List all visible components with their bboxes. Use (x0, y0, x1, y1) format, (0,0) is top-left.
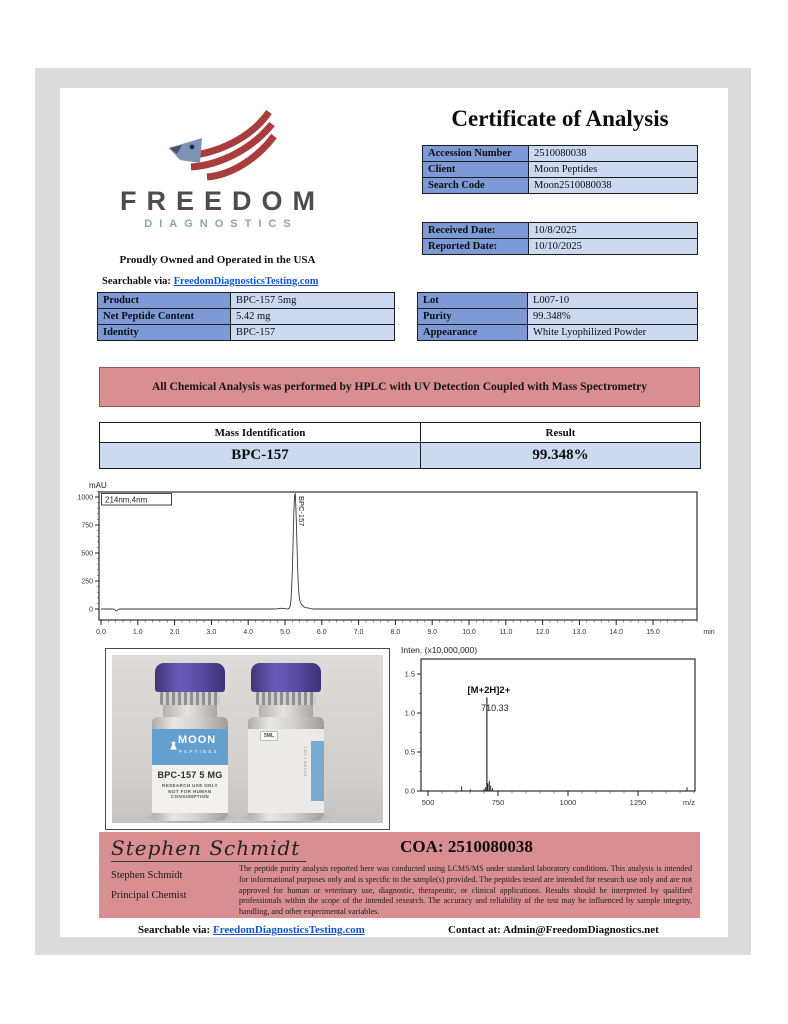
hplc-chromatogram (77, 480, 715, 640)
peak-label: BPC-157 (296, 496, 306, 527)
vial-crimp (160, 692, 220, 705)
vial-body (152, 717, 228, 821)
accession-table (422, 145, 698, 194)
field-label: Net Peptide Content (98, 309, 231, 325)
vial-product-name: BPC-157 5 MG (157, 770, 223, 780)
dates-table (422, 222, 698, 255)
vial-front (146, 663, 234, 821)
x-tick-label: 4.0 (243, 629, 254, 636)
field-value: Moon2510080038 (529, 178, 698, 194)
column-header: Result (421, 423, 701, 443)
vial-cap (155, 663, 225, 692)
lot-table (417, 292, 698, 341)
photo-scene (112, 655, 383, 823)
field-label: Search Code (423, 178, 529, 194)
vial-warning-line2: NOT FOR HUMAN CONSUMPTION (168, 789, 212, 799)
x-tick-label: 500 (421, 798, 435, 807)
field-value: Moon Peptides (529, 162, 698, 178)
field-value: L007-10 (528, 293, 698, 309)
brand-subtitle: DIAGNOSTICS (144, 218, 298, 230)
mass-id-value: BPC-157 (100, 443, 421, 469)
y-tick-label: 750 (81, 522, 93, 530)
field-label: Product (98, 293, 231, 309)
x-tick-label: 1250 (629, 798, 647, 807)
mz-annotation: 710.33 (481, 703, 509, 713)
x-tick-label: 7.0 (353, 629, 364, 636)
vial-label-lower (152, 765, 228, 813)
vial-cap (251, 663, 321, 692)
signer-name: Stephen Schmidt (111, 870, 183, 881)
field-value: 10/10/2025 (529, 239, 698, 255)
field-label: Accession Number (423, 146, 529, 162)
ion-annotation: [M+2H]2+ (467, 685, 511, 696)
moon-crescent-icon (154, 732, 180, 762)
document-title: Certificate of Analysis (451, 106, 669, 131)
field-label: Identity (98, 325, 231, 341)
field-value: BPC-157 (231, 325, 395, 341)
signature-block (99, 832, 700, 918)
field-value: 2510080038 (529, 146, 698, 162)
y-axis-title: Inten. (x10,000,000) (401, 645, 478, 655)
field-label: Client (423, 162, 529, 178)
method-banner: All Chemical Analysis was performed by HPLC with UV Detection Coupled with Mass Spectrometry (99, 367, 700, 407)
footer-searchable-label: Searchable via: (138, 924, 211, 936)
footer-searchable (138, 924, 365, 936)
vial-crimp (256, 692, 316, 705)
footer-searchable-link[interactable]: FreedomDiagnosticsTesting.com (212, 924, 365, 936)
x-tick-label: 2.0 (169, 629, 180, 636)
field-value: 99.348% (528, 309, 698, 325)
y-tick-label: 0.5 (404, 747, 415, 757)
x-tick-label: 15.0 (646, 629, 660, 636)
certificate-page (60, 88, 728, 937)
hplc-chromatogram-svg (77, 480, 715, 640)
signature-script: Stephen Schmidt (111, 836, 306, 862)
x-tick-label: 1000 (559, 798, 577, 807)
signer-role: Principal Chemist (111, 890, 187, 901)
x-axis-unit: min (703, 629, 715, 636)
y-tick-label: 500 (81, 550, 93, 558)
x-tick-label: 0.0 (96, 629, 106, 636)
y-axis-title: mAU (89, 481, 107, 490)
plot-frame (99, 492, 697, 620)
product-table (97, 292, 395, 341)
vial-back (242, 663, 330, 821)
vial-neck (259, 705, 313, 717)
mass-spectrum-svg (395, 643, 710, 820)
mass-result-value: 99.348% (421, 443, 701, 469)
detector-label: 214nm,4nm (105, 495, 148, 505)
brand-tagline: Proudly Owned and Operated in the USA (119, 254, 316, 266)
moon-crescent-partial-icon (311, 747, 324, 777)
field-value: 10/8/2025 (529, 223, 698, 239)
product-vials-photo (105, 648, 390, 830)
vial-brand-sub: PEPTIDES (179, 749, 219, 754)
brand-name: FREEDOM (120, 186, 325, 216)
vial-brand-name: MOON (178, 734, 217, 746)
eagle-flag-icon (155, 106, 285, 186)
vial-label-band (152, 729, 228, 765)
mass-spectrum (395, 643, 710, 820)
mass-identification-table (99, 422, 701, 469)
vial-label-wrap-edge (311, 741, 324, 801)
y-tick-label: 0.0 (404, 786, 415, 796)
field-value: White Lyophilized Powder (528, 325, 698, 341)
vial-volume-text: 5ML (260, 731, 278, 741)
vial-neck (163, 705, 217, 717)
x-tick-label: 750 (491, 798, 505, 807)
vial-warning-line1: RESEARCH USE ONLY (162, 783, 218, 788)
y-tick-label: 250 (81, 578, 93, 586)
field-label: Reported Date: (423, 239, 529, 255)
field-label: Received Date: (423, 223, 529, 239)
vial-back-smalltext: LOT / BATCH (303, 747, 308, 777)
coa-number: COA: 2510080038 (400, 837, 533, 856)
searchable-line (102, 276, 319, 287)
y-tick-label: 1.0 (404, 708, 415, 718)
x-axis-unit: m/z (682, 798, 695, 807)
x-tick-label: 1.0 (132, 629, 143, 636)
field-value: 5.42 mg (231, 309, 395, 325)
x-tick-label: 9.0 (427, 629, 438, 636)
y-tick-label: 1.5 (404, 669, 415, 679)
searchable-link[interactable]: FreedomDiagnosticsTesting.com (173, 276, 319, 287)
field-label: Lot (418, 293, 528, 309)
plot-frame (421, 659, 695, 791)
x-tick-label: 14.0 (609, 629, 624, 636)
field-label: Purity (418, 309, 528, 325)
searchable-label: Searchable via: (102, 276, 171, 287)
x-tick-label: 6.0 (316, 629, 327, 636)
x-tick-label: 10.0 (462, 629, 476, 636)
field-label: Appearance (418, 325, 528, 341)
x-tick-label: 3.0 (206, 629, 217, 636)
vial-body (248, 717, 324, 821)
freedom-eagle-logo (155, 106, 285, 186)
x-tick-label: 8.0 (390, 629, 401, 636)
x-tick-label: 13.0 (572, 629, 587, 636)
y-tick-label: 1000 (77, 494, 93, 502)
footer-contact: Contact at: Admin@FreedomDiagnostics.net (448, 924, 659, 936)
column-header: Mass Identification (100, 423, 421, 443)
x-tick-label: 12.0 (535, 629, 550, 636)
disclaimer-text: The peptide purity analysis reported here was conducted using LCMS/MS under standard laboratory conditions. This analysis is intended for informational purposes only and is specific to the sample(s) provided. The peptides tested are intended for research use only and are not approved for human or veterinary use, diagnostic, therapeutic, or clinical applications. Results should be interpreted by qualified professionals within the scope of the intended research. The accuracy and reliability of the test may be influenced by sample integrity, handling, and other experimental variables. (239, 864, 692, 916)
field-value: BPC-157 5mg (231, 293, 395, 309)
x-tick-label: 11.0 (499, 629, 513, 636)
y-tick-label: 0 (89, 606, 93, 614)
x-tick-label: 5.0 (280, 629, 290, 636)
